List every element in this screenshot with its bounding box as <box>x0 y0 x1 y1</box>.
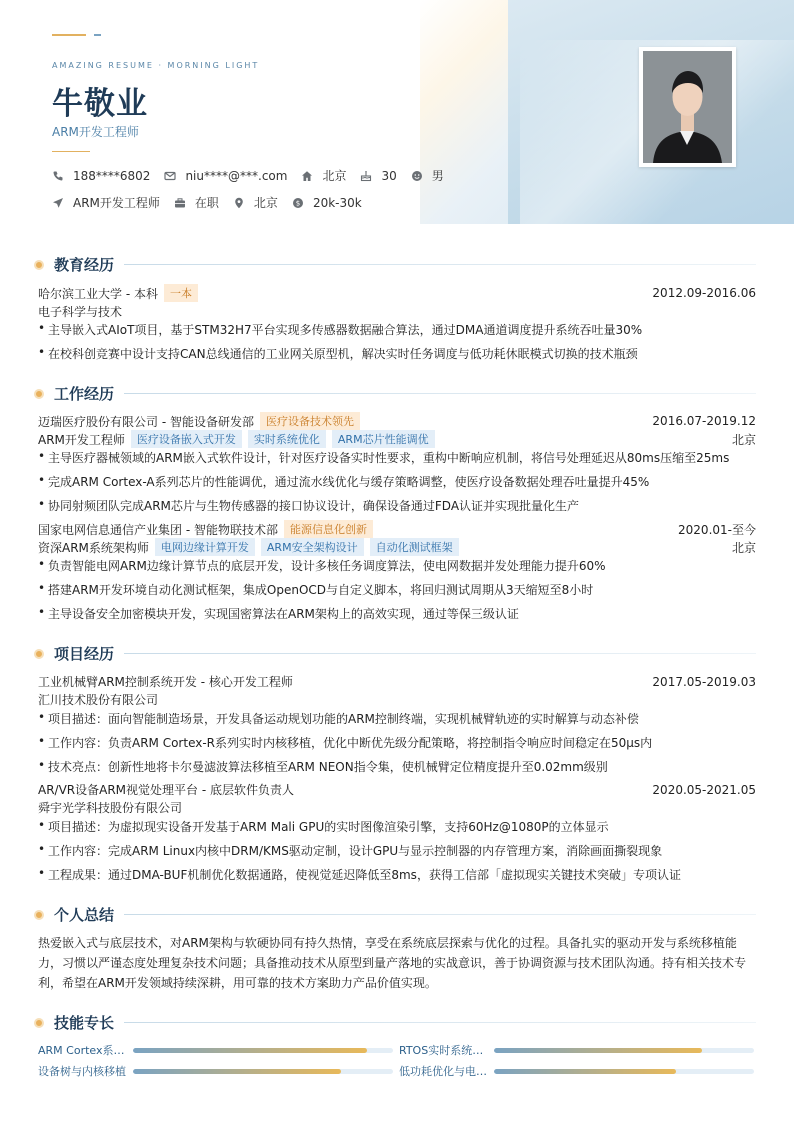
work-bullet: • 搭建ARM开发环境自动化测试框架，集成OpenOCD与自定义脚本，将回归测试周期从3天缩短至8小时 <box>38 581 756 598</box>
work-bullet: • 主导设备安全加密模块开发，实现国密算法在ARM架构上的高效实现，通过等保三级认证 <box>38 605 756 622</box>
job-location <box>233 194 278 211</box>
email-text: niu****@***.com <box>185 168 288 183</box>
job-status-text: 在职 <box>194 196 219 210</box>
education-major <box>38 303 756 320</box>
project-bullet: • 工作内容：负责ARM Cortex-R系列实时内核移植，优化中断优先级分配策略，将控制指令响应时间稳定在50μs内 <box>38 734 756 751</box>
project-company <box>38 691 756 708</box>
work-role-row <box>38 538 756 556</box>
city-text: 北京 <box>322 169 347 183</box>
project-date: 2017.05-2019.03 <box>652 674 756 689</box>
skill-tag: ARM芯片性能调优 <box>332 430 435 448</box>
work-date: 2016.07-2019.12 <box>652 414 756 428</box>
section-title: 工作经历 <box>54 385 115 403</box>
section-skills <box>34 1012 756 1033</box>
company-name: 迈瑞医疗股份有限公司 - 智能设备研发部 <box>38 414 254 429</box>
skill-label: 低功耗优化与电… <box>399 1065 487 1078</box>
deco-line-blue <box>94 34 101 36</box>
job-status <box>174 194 219 211</box>
job-location-text: 北京 <box>253 196 278 210</box>
skill-tag: 实时系统优化 <box>248 430 326 448</box>
project-name: 工业机械臂ARM控制系统开发 - 核心开发工程师 <box>38 675 293 689</box>
project-header <box>38 673 756 690</box>
skill-label: RTOS实时系统… <box>399 1044 484 1057</box>
section-divider <box>124 914 756 915</box>
skill-bar <box>133 1048 393 1053</box>
work-bullet: • 负责智能电网ARM边缘计算节点的底层开发，设计多核任务调度算法，使电网数据并发处理能力提升60% <box>38 557 756 574</box>
age-text: 30 <box>381 168 397 183</box>
section-bullet-icon <box>34 910 44 920</box>
section-title: 技能专长 <box>54 1014 115 1032</box>
skill-bar <box>133 1069 393 1074</box>
phone-icon <box>52 170 64 182</box>
skill-bar <box>494 1048 754 1053</box>
section-work <box>34 383 756 404</box>
project-bullet: • 工程成果：通过DMA-BUF机制优化数据通路，使视觉延迟降低至8ms，获得工信部「虚拟现实关键技术突破」专项认证 <box>38 866 756 883</box>
candidate-name: 牛敬业 <box>52 86 148 122</box>
deco-line-gold <box>52 34 86 36</box>
gender-text: 男 <box>431 169 444 183</box>
skill-label: ARM Cortex系… <box>38 1044 125 1057</box>
major-text: 电子科学与技术 <box>38 305 123 319</box>
home-icon <box>301 170 313 182</box>
skill-tag: 自动化测试框架 <box>370 538 459 556</box>
skill-item <box>38 1063 393 1079</box>
role-title: 资深ARM系统架构师 <box>38 540 149 555</box>
mail-icon <box>164 170 176 182</box>
work-bullet: • 主导医疗器械领域的ARM嵌入式软件设计，针对医疗设备实时性要求，重构中断响应机制，将信号处理延迟从80ms压缩至25ms <box>38 449 756 466</box>
project-date: 2020.05-2021.05 <box>652 782 756 797</box>
section-projects <box>34 643 756 664</box>
cake-icon <box>360 170 372 182</box>
education-header <box>38 284 756 302</box>
company-tag: 能源信息化创新 <box>284 520 373 538</box>
section-title: 个人总结 <box>54 906 115 924</box>
company-tag: 医疗设备技术领先 <box>260 412 360 430</box>
profile-photo <box>639 47 736 167</box>
project-bullet: • 技术亮点：创新性地将卡尔曼滤波算法移植至ARM NEON指令集，使机械臂定位精度提升至0.02mm级别 <box>38 758 756 775</box>
salary-text: 20k-30k <box>312 195 362 210</box>
candidate-title: ARM开发工程师 <box>52 125 139 139</box>
work-header <box>38 412 756 430</box>
title-divider <box>52 151 90 152</box>
job-salary <box>292 196 362 210</box>
section-bullet-icon <box>34 649 44 659</box>
section-divider <box>124 1022 756 1023</box>
tagline: AMAZING RESUME · MORNING LIGHT <box>52 61 260 70</box>
skill-label: 设备树与内核移植 <box>38 1065 126 1078</box>
skill-item <box>399 1042 754 1058</box>
skill-bar-fill <box>494 1048 702 1053</box>
contact-row-2 <box>52 194 376 211</box>
project-company <box>38 799 756 816</box>
project-bullet: • 项目描述：面向智能制造场景，开发具备运动规划功能的ARM控制终端，实现机械臂轨迹的实时解算与动态补偿 <box>38 710 756 727</box>
work-city: 北京 <box>731 540 756 555</box>
contact-email <box>164 169 287 183</box>
work-role-row <box>38 430 756 448</box>
job-target-text: ARM开发工程师 <box>73 196 160 210</box>
section-title: 教育经历 <box>54 256 115 274</box>
work-date: 2020.01-至今 <box>678 522 756 537</box>
skill-tag: ARM安全架构设计 <box>261 538 364 556</box>
section-title: 项目经历 <box>54 645 115 663</box>
work-bullet: • 协同射频团队完成ARM芯片与生物传感器的接口协议设计，确保设备通过FDA认证并实现批量化生产 <box>38 497 756 514</box>
education-date: 2012.09-2016.06 <box>652 286 756 300</box>
contact-gender <box>411 167 444 184</box>
section-divider <box>124 264 756 265</box>
location-icon <box>233 197 245 209</box>
skill-bar-fill <box>133 1048 367 1053</box>
contact-age <box>360 169 396 183</box>
avatar <box>643 51 732 163</box>
school-name: 哈尔滨工业大学 - 本科 <box>38 286 158 301</box>
section-divider <box>124 653 756 654</box>
skill-item <box>38 1042 393 1058</box>
phone-text: 188****6802 <box>73 168 151 183</box>
contact-city <box>301 167 346 184</box>
skill-bar <box>494 1069 754 1074</box>
project-company-name: 舜宇光学科技股份有限公司 <box>38 801 183 815</box>
work-bullet: • 完成ARM Cortex-A系列芯片的性能调优，通过流水线优化与缓存策略调整，使医疗设备数据处理吞吐量提升45% <box>38 473 756 490</box>
skill-tag: 电网边缘计算开发 <box>155 538 255 556</box>
project-name: AR/VR设备ARM视觉处理平台 - 底层软件负责人 <box>38 783 294 797</box>
section-bullet-icon <box>34 1018 44 1028</box>
project-company-name: 汇川技术股份有限公司 <box>38 693 159 707</box>
job-target <box>52 194 160 211</box>
gender-icon <box>411 170 423 182</box>
money-icon <box>292 197 304 209</box>
school-tag: 一本 <box>164 284 198 302</box>
summary-text: 热爱嵌入式与底层技术，对ARM架构与软硬协同有持久热情，享受在系统底层探索与优化的过程。具备扎实的驱动开发与系统移植能力，习惯以严谨态度处理复杂技术问题；具备推动技术从原型到量产落地的实战意识，善于协调资源与技术团队沟通。持有相关技术专利，希望在ARM开发领域持续深耕，用可靠的技术方案助力产品价值实现。 <box>38 936 747 990</box>
skill-item <box>399 1063 754 1079</box>
section-bullet-icon <box>34 260 44 270</box>
svg-text:$: $ <box>295 199 301 208</box>
project-header <box>38 781 756 798</box>
send-icon <box>52 197 64 209</box>
section-education <box>34 254 756 275</box>
work-header <box>38 520 756 538</box>
section-bullet-icon <box>34 389 44 399</box>
work-city: 北京 <box>731 432 756 447</box>
skill-bar-fill <box>133 1069 341 1074</box>
section-divider <box>124 393 756 394</box>
contact-row-1 <box>52 167 458 184</box>
education-bullet: • 在校科创竞赛中设计支持CAN总线通信的工业网关原型机，解决实时任务调度与低功耗休眠模式切换的技术瓶颈 <box>38 345 756 362</box>
section-summary <box>34 904 756 925</box>
company-name: 国家电网信息通信产业集团 - 智能物联技术部 <box>38 522 278 537</box>
contact-phone <box>52 169 150 183</box>
education-bullet: • 主导嵌入式AIoT项目，基于STM32H7平台实现多传感器数据融合算法，通过DMA通道调度提升系统吞吐量30% <box>38 321 756 338</box>
briefcase-icon <box>174 197 186 209</box>
skill-tag: 医疗设备嵌入式开发 <box>131 430 242 448</box>
project-bullet: • 项目描述：为虚拟现实设备开发基于ARM Mali GPU的实时图像渲染引擎，支持60Hz@1080P的立体显示 <box>38 818 756 835</box>
project-bullet: • 工作内容：完成ARM Linux内核中DRM/KMS驱动定制，设计GPU与显示控制器的内存管理方案，消除画面撕裂现象 <box>38 842 756 859</box>
person-portrait-icon <box>643 51 732 163</box>
skill-bar-fill <box>494 1069 676 1074</box>
role-title: ARM开发工程师 <box>38 432 125 447</box>
